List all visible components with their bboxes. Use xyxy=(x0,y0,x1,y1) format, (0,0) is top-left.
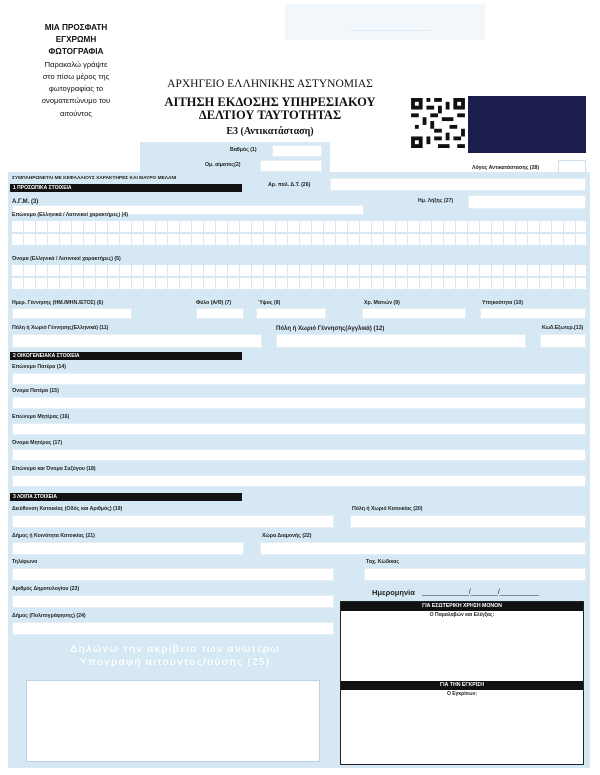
father-surname-label: Επώνυμο Πατέρα (14) xyxy=(12,364,67,370)
section-3-bar xyxy=(10,493,242,501)
mother-surname-label: Επώνυμο Μητέρας (16) xyxy=(12,414,70,420)
phone-field[interactable] xyxy=(12,568,334,581)
declaration-line-1: Δηλώνω την ακρίβεια των ανωτέρω xyxy=(69,643,281,655)
section-1-title: 1 ΠΡΟΣΩΠΙΚΑ ΣΤΟΙΧΕΙΑ xyxy=(13,184,72,191)
surname-label: Επώνυμο (Ελληνικά / Λατινικοί χαρακτήρες) (4) xyxy=(12,212,128,218)
mother-name-field[interactable] xyxy=(12,449,586,461)
registry-mun-field[interactable] xyxy=(12,622,334,635)
photo-instructions xyxy=(22,22,130,140)
received-by-label: Ο Παραλαβών και Ελέγξας: xyxy=(429,612,495,618)
form-code: Ε3 (Αντικατάσταση) xyxy=(226,126,314,137)
citizenship-field[interactable] xyxy=(480,308,586,319)
birth-date-label: Ημερ. Γέννησης (ΗΜ./ΜΗΝ./ΕΤΟΣ) (6) xyxy=(12,300,104,306)
replacement-reason-label: Λόγος Αντικατάστασης (28) xyxy=(472,165,540,171)
rank-field[interactable] xyxy=(272,145,322,157)
name-field[interactable] xyxy=(12,265,586,276)
registry-no-label: Αριθμός Δημοτολογίου (23) xyxy=(12,586,80,592)
postal-label: Ταχ. Κώδικας xyxy=(366,559,400,565)
office-stamp-box xyxy=(285,4,485,40)
declaration-line-2: Υπογραφή αιτούντος/ούσης (25) xyxy=(79,655,271,668)
height-label: Ύψος (8) xyxy=(258,300,281,306)
country-label: Χώρα Διαμονής (22) xyxy=(262,533,312,539)
name-label: Όνομα (Ελληνικά / Λατινικοί χαρακτήρες) (5) xyxy=(12,256,121,262)
photo-note-3: φωτογραφίας το xyxy=(48,84,104,94)
form-title xyxy=(130,96,410,122)
birth-date-field[interactable] xyxy=(12,308,132,319)
section-3-title: 3 ΛΟΙΠΑ ΣΤΟΙΧΕΙΑ xyxy=(13,493,57,500)
blood-group-field[interactable] xyxy=(260,160,322,172)
photo-title-3: ΦΩΤΟΓΡΑΦΙΑ xyxy=(48,46,104,56)
address-field[interactable] xyxy=(12,515,334,528)
blood-group-label: Ομ. αίματος(2) xyxy=(205,162,241,168)
photo-note-5: αιτούντος xyxy=(60,108,92,118)
declaration-text xyxy=(30,643,320,668)
phone-label: Τηλέφωνο xyxy=(12,559,38,565)
eye-color-label: Χρ. Ματιών (9) xyxy=(364,300,400,306)
mother-name-label: Όνομα Μητέρας (17) xyxy=(12,440,63,446)
mother-surname-field[interactable] xyxy=(12,423,586,435)
qr-code-icon xyxy=(410,98,466,148)
eye-color-field[interactable] xyxy=(362,308,466,319)
form-title-line-1: ΑΙΤΗΣΗ ΕΚΔΟΣΗΣ ΥΠΗΡΕΣΙΑΚΟΥ xyxy=(164,95,376,109)
authority-title: ΑΡΧΗΓΕΙΟ ΕΛΛΗΝΙΚΗΣ ΑΣΤΥΝΟΜΙΑΣ xyxy=(167,78,373,90)
name-field-2[interactable] xyxy=(12,278,586,289)
old-id-label: Αρ. παλ. Δ.Τ. (26) xyxy=(268,182,311,188)
surname-field-2[interactable] xyxy=(12,234,586,245)
section-1-bar xyxy=(10,184,242,192)
spouse-field[interactable] xyxy=(12,475,586,487)
photo-title-1: ΜΙΑ ΠΡΟΣΦΑΤΗ xyxy=(44,23,108,32)
internal-use-header: ΓΙΑ ΕΣΩΤΕΡΙΚΗ ΧΡΗΣΗ ΜΟΝΟΝ xyxy=(341,602,583,611)
date-label: Ημερομηνία xyxy=(372,588,415,597)
surname-field[interactable] xyxy=(12,221,586,232)
photo-title-2: ΕΓΧΡΩΜΗ xyxy=(55,34,97,44)
birth-place-gr-field[interactable] xyxy=(12,334,262,348)
abroad-code-field[interactable] xyxy=(540,334,586,348)
height-field[interactable] xyxy=(256,308,326,319)
birth-place-lat-field[interactable] xyxy=(276,334,526,348)
approval-header: ΓΙΑ ΤΗΝ ΕΓΚΡΙΣΗ xyxy=(341,681,583,690)
approver-label: Ο Εγκρίνων: xyxy=(446,691,478,697)
registry-no-field[interactable] xyxy=(12,595,334,608)
office-stamp-line xyxy=(350,30,430,31)
spouse-label: Επώνυμο και Όνομα Συζύγου (18) xyxy=(12,466,96,472)
sex-label: Φύλο (Α/Θ) (7) xyxy=(196,300,232,306)
city-label: Πόλη ή Χωριό Κατοικίας (20) xyxy=(352,506,423,512)
photo-note-4: ονοματεπώνυμο του xyxy=(41,96,111,106)
date-field[interactable]: ____________/_______/__________ xyxy=(422,589,539,596)
photo-note-1: Παρακαλώ γράψτε xyxy=(44,59,108,69)
section-2-bar xyxy=(10,352,242,360)
expiry-label: Ημ. Λήξης (27) xyxy=(418,198,454,204)
rank-label: Βαθμός (1) xyxy=(230,147,257,153)
sex-field[interactable] xyxy=(196,308,244,319)
barcode-dark-block xyxy=(468,96,586,153)
section-2-title: 2 ΟΙΚΟΓΕΝΕΙΑΚΑ ΣΤΟΙΧΕΙΑ xyxy=(13,352,80,359)
expiry-field[interactable] xyxy=(468,195,586,209)
agm-label: Α.Γ.Μ. (3) xyxy=(12,199,39,205)
abroad-code-label: Κωδ.Εξωτερ.(13) xyxy=(542,325,584,331)
father-name-label: Όνομα Πατέρα (15) xyxy=(12,388,59,394)
address-label: Διεύθυνση Κατοικίας (Οδός και Αριθμός) (19) xyxy=(12,506,123,512)
photo-note-2: στο πίσω μέρος της xyxy=(42,71,110,81)
form-title-line-2: ΔΕΛΤΙΟΥ ΤΑΥΤΟΤΗΤΑΣ xyxy=(198,108,342,123)
municipality-label: Δήμος ή Κοινότητα Κατοικίας (21) xyxy=(12,533,95,539)
birth-place-gr-label: Πόλη ή Χωριό Γέννησης(Ελληνικά) (11) xyxy=(12,325,109,331)
internal-use-panel xyxy=(340,601,584,765)
signature-box[interactable] xyxy=(26,680,320,762)
instructions-text: ΣΥΜΠΛΗΡΩΝΕΤΑΙ ΜΕ ΚΕΦΑΛΑΙΟΥΣ ΧΑΡΑΚΤΗΡΕΣ ΚΑΙ ΜΑΥΡΟ ΜΕΛΑΝΙ xyxy=(12,176,177,181)
registry-mun-label: Δήμος (Πολιτογράφησης) (24) xyxy=(12,613,86,619)
birth-place-lat-label: Πόλη ή Χωριό Γέννησης(Αγγλικά) (12) xyxy=(276,326,385,332)
city-field[interactable] xyxy=(350,515,586,528)
old-id-field[interactable] xyxy=(330,178,586,191)
citizenship-label: Υπηκοότητα (10) xyxy=(482,300,524,306)
municipality-field[interactable] xyxy=(12,542,244,555)
father-surname-field[interactable] xyxy=(12,373,586,385)
country-field[interactable] xyxy=(260,542,586,555)
postal-field[interactable] xyxy=(364,568,586,581)
father-name-field[interactable] xyxy=(12,397,586,409)
